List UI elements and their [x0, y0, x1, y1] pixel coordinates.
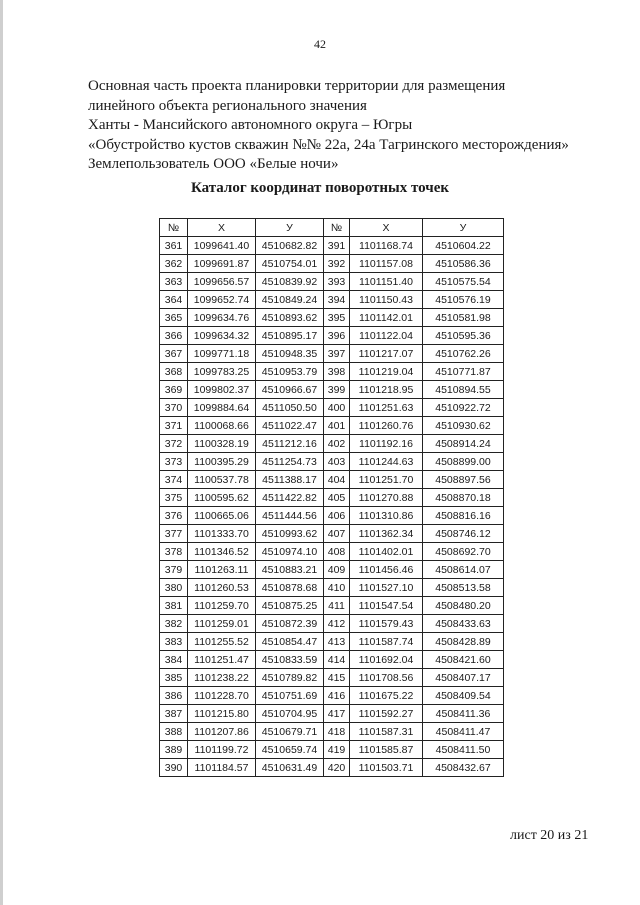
table-cell: 1101217.07 — [350, 345, 423, 363]
table-cell: 417 — [324, 705, 350, 723]
table-cell: 4508897.56 — [423, 471, 504, 489]
table-cell: 408 — [324, 543, 350, 561]
table-cell: 1101260.76 — [350, 417, 423, 435]
table-cell: 4510930.62 — [423, 417, 504, 435]
table-cell: 375 — [160, 489, 188, 507]
table-row — [160, 705, 504, 723]
table-cell: 4511050.50 — [256, 399, 324, 417]
table-cell: 1099771.18 — [188, 345, 256, 363]
column-header-x: Х — [350, 219, 423, 237]
table-cell: 373 — [160, 453, 188, 471]
table-cell: 4510575.54 — [423, 273, 504, 291]
table-row — [160, 327, 504, 345]
table-cell: 363 — [160, 273, 188, 291]
table-cell: 1101310.86 — [350, 507, 423, 525]
table-cell: 374 — [160, 471, 188, 489]
table-cell: 387 — [160, 705, 188, 723]
table-cell: 4508411.50 — [423, 741, 504, 759]
table-cell: 4508411.47 — [423, 723, 504, 741]
table-cell: 4508428.89 — [423, 633, 504, 651]
table-cell: 1099656.57 — [188, 273, 256, 291]
table-cell: 1101251.63 — [350, 399, 423, 417]
table-cell: 4508692.70 — [423, 543, 504, 561]
table-cell: 4511212.16 — [256, 435, 324, 453]
column-header-number: № — [160, 219, 188, 237]
table-cell: 4510659.74 — [256, 741, 324, 759]
header-line: «Обустройство кустов скважин №№ 22а, 24а Тагринского месторождения» — [88, 136, 569, 153]
table-cell: 1101238.22 — [188, 669, 256, 687]
table-row — [160, 687, 504, 705]
table-row — [160, 579, 504, 597]
table-cell: 4511388.17 — [256, 471, 324, 489]
table-cell: 4510872.39 — [256, 615, 324, 633]
table-cell: 364 — [160, 291, 188, 309]
table-row — [160, 741, 504, 759]
table-cell: 4510895.17 — [256, 327, 324, 345]
table-cell: 1101547.54 — [350, 597, 423, 615]
table-cell: 1101263.11 — [188, 561, 256, 579]
table-cell: 372 — [160, 435, 188, 453]
table-cell: 382 — [160, 615, 188, 633]
table-cell: 4511422.82 — [256, 489, 324, 507]
column-header-x: Х — [188, 219, 256, 237]
header-line: линейного объекта регионального значения — [88, 97, 367, 114]
table-cell: 4510581.98 — [423, 309, 504, 327]
table-cell: 1101142.01 — [350, 309, 423, 327]
table-row — [160, 507, 504, 525]
table-row — [160, 309, 504, 327]
table-cell: 4510586.36 — [423, 255, 504, 273]
table-cell: 1100537.78 — [188, 471, 256, 489]
table-cell: 1101346.52 — [188, 543, 256, 561]
table-cell: 383 — [160, 633, 188, 651]
table-cell: 4508407.17 — [423, 669, 504, 687]
table-row — [160, 651, 504, 669]
table-cell: 420 — [324, 759, 350, 777]
table-cell: 4510704.95 — [256, 705, 324, 723]
table-cell: 386 — [160, 687, 188, 705]
table-row — [160, 255, 504, 273]
table-cell: 1101151.40 — [350, 273, 423, 291]
table-row — [160, 669, 504, 687]
table-cell: 1099802.37 — [188, 381, 256, 399]
table-cell: 405 — [324, 489, 350, 507]
table-cell: 1101708.56 — [350, 669, 423, 687]
table-cell: 406 — [324, 507, 350, 525]
table-row — [160, 345, 504, 363]
table-cell: 368 — [160, 363, 188, 381]
table-row — [160, 615, 504, 633]
table-header-row — [160, 219, 504, 237]
table-cell: 4508914.24 — [423, 435, 504, 453]
table-cell: 1100068.66 — [188, 417, 256, 435]
table-cell: 1101579.43 — [350, 615, 423, 633]
table-cell: 1101207.86 — [188, 723, 256, 741]
table-cell: 1099652.74 — [188, 291, 256, 309]
table-cell: 4510966.67 — [256, 381, 324, 399]
table-row — [160, 561, 504, 579]
table-cell: 1101270.88 — [350, 489, 423, 507]
header-line: Землепользователь ООО «Белые ночи» — [88, 156, 339, 172]
table-cell: 371 — [160, 417, 188, 435]
table-cell: 401 — [324, 417, 350, 435]
table-cell: 1101362.34 — [350, 525, 423, 543]
table-cell: 376 — [160, 507, 188, 525]
scan-edge — [0, 0, 3, 905]
table-cell: 1101184.57 — [188, 759, 256, 777]
table-cell: 4508432.67 — [423, 759, 504, 777]
table-cell: 1101255.52 — [188, 633, 256, 651]
table-cell: 367 — [160, 345, 188, 363]
table-cell: 416 — [324, 687, 350, 705]
table-cell: 400 — [324, 399, 350, 417]
table-cell: 4510604.22 — [423, 237, 504, 255]
column-header-y: У — [256, 219, 324, 237]
table-cell: 1101218.95 — [350, 381, 423, 399]
table-cell: 4510854.47 — [256, 633, 324, 651]
table-cell: 370 — [160, 399, 188, 417]
table-cell: 399 — [324, 381, 350, 399]
table-cell: 1101259.70 — [188, 597, 256, 615]
table-row — [160, 597, 504, 615]
table-cell: 4510993.62 — [256, 525, 324, 543]
table-cell: 385 — [160, 669, 188, 687]
table-row — [160, 237, 504, 255]
table-row — [160, 453, 504, 471]
table-cell: 1101527.10 — [350, 579, 423, 597]
table-row — [160, 471, 504, 489]
table-cell: 4510849.24 — [256, 291, 324, 309]
table-cell: 1100328.19 — [188, 435, 256, 453]
table-cell: 377 — [160, 525, 188, 543]
table-row — [160, 489, 504, 507]
table-cell: 4508513.58 — [423, 579, 504, 597]
table-cell: 4508899.00 — [423, 453, 504, 471]
table-row — [160, 363, 504, 381]
table-cell: 1101259.01 — [188, 615, 256, 633]
table-cell: 1100665.06 — [188, 507, 256, 525]
table-cell: 402 — [324, 435, 350, 453]
table-cell: 4510762.26 — [423, 345, 504, 363]
page-number: 42 — [314, 37, 326, 51]
table-cell: 4510878.68 — [256, 579, 324, 597]
table-row — [160, 543, 504, 561]
coordinates-table — [159, 218, 504, 777]
table-cell: 1101456.46 — [350, 561, 423, 579]
table-cell: 391 — [324, 237, 350, 255]
table-cell: 4508746.12 — [423, 525, 504, 543]
table-cell: 1101192.16 — [350, 435, 423, 453]
column-header-y: У — [423, 219, 504, 237]
table-row — [160, 417, 504, 435]
table-cell: 1101157.08 — [350, 255, 423, 273]
table-cell: 4510679.71 — [256, 723, 324, 741]
table-cell: 362 — [160, 255, 188, 273]
table-cell: 4510682.82 — [256, 237, 324, 255]
table-cell: 4510754.01 — [256, 255, 324, 273]
table-cell: 413 — [324, 633, 350, 651]
table-cell: 1101199.72 — [188, 741, 256, 759]
table-row — [160, 435, 504, 453]
document-header — [88, 77, 569, 175]
table-cell: 379 — [160, 561, 188, 579]
table-cell: 4511254.73 — [256, 453, 324, 471]
table-cell: 4508411.36 — [423, 705, 504, 723]
table-cell: 1101219.04 — [350, 363, 423, 381]
table-cell: 4510922.72 — [423, 399, 504, 417]
table-row — [160, 381, 504, 399]
table-row — [160, 273, 504, 291]
table-cell: 388 — [160, 723, 188, 741]
table-cell: 361 — [160, 237, 188, 255]
table-cell: 1101150.43 — [350, 291, 423, 309]
table-cell: 410 — [324, 579, 350, 597]
table-cell: 4510789.82 — [256, 669, 324, 687]
table-cell: 1101251.47 — [188, 651, 256, 669]
table-cell: 380 — [160, 579, 188, 597]
table-cell: 1101587.31 — [350, 723, 423, 741]
table-cell: 1099691.87 — [188, 255, 256, 273]
table-cell: 1101585.87 — [350, 741, 423, 759]
table-cell: 393 — [324, 273, 350, 291]
table-row — [160, 759, 504, 777]
table-cell: 1101122.04 — [350, 327, 423, 345]
table-cell: 403 — [324, 453, 350, 471]
table-cell: 1099884.64 — [188, 399, 256, 417]
table-cell: 1101333.70 — [188, 525, 256, 543]
table-cell: 4510948.35 — [256, 345, 324, 363]
table-cell: 4510833.59 — [256, 651, 324, 669]
table-cell: 1101251.70 — [350, 471, 423, 489]
table-cell: 1099783.25 — [188, 363, 256, 381]
table-cell: 411 — [324, 597, 350, 615]
table-cell: 390 — [160, 759, 188, 777]
table-cell: 4508421.60 — [423, 651, 504, 669]
table-cell: 1099634.76 — [188, 309, 256, 327]
table-cell: 1101675.22 — [350, 687, 423, 705]
table-body — [160, 237, 504, 777]
table-row — [160, 399, 504, 417]
table-cell: 1101503.71 — [350, 759, 423, 777]
column-header-number: № — [324, 219, 350, 237]
table-cell: 415 — [324, 669, 350, 687]
table-cell: 396 — [324, 327, 350, 345]
table-cell: 414 — [324, 651, 350, 669]
table-cell: 1101592.27 — [350, 705, 423, 723]
table-cell: 1101215.80 — [188, 705, 256, 723]
table-row — [160, 633, 504, 651]
table-cell: 395 — [324, 309, 350, 327]
table-cell: 4510576.19 — [423, 291, 504, 309]
table-cell: 4510893.62 — [256, 309, 324, 327]
table-cell: 4508614.07 — [423, 561, 504, 579]
table-cell: 409 — [324, 561, 350, 579]
table-cell: 4510883.21 — [256, 561, 324, 579]
table-cell: 1099641.40 — [188, 237, 256, 255]
table-cell: 4510875.25 — [256, 597, 324, 615]
table-cell: 392 — [324, 255, 350, 273]
table-cell: 1100395.29 — [188, 453, 256, 471]
table-row — [160, 525, 504, 543]
header-line: Основная часть проекта планировки территории для размещения — [88, 78, 506, 94]
table-cell: 394 — [324, 291, 350, 309]
table-row — [160, 291, 504, 309]
table-cell: 4508480.20 — [423, 597, 504, 615]
table-cell: 407 — [324, 525, 350, 543]
table-cell: 4510595.36 — [423, 327, 504, 345]
sheet-label: лист 20 из 21 — [510, 828, 589, 843]
table-cell: 365 — [160, 309, 188, 327]
table-cell: 369 — [160, 381, 188, 399]
table-cell: 397 — [324, 345, 350, 363]
table-cell: 1101228.70 — [188, 687, 256, 705]
table-cell: 1101244.63 — [350, 453, 423, 471]
table-cell: 4511444.56 — [256, 507, 324, 525]
table-cell: 1101587.74 — [350, 633, 423, 651]
table-cell: 378 — [160, 543, 188, 561]
table-cell: 381 — [160, 597, 188, 615]
table-cell: 419 — [324, 741, 350, 759]
table-cell: 4508870.18 — [423, 489, 504, 507]
table-cell: 4510771.87 — [423, 363, 504, 381]
table-cell: 1101260.53 — [188, 579, 256, 597]
table-cell: 4510631.49 — [256, 759, 324, 777]
table-cell: 4508409.54 — [423, 687, 504, 705]
table-cell: 4511022.47 — [256, 417, 324, 435]
table-cell: 4510751.69 — [256, 687, 324, 705]
table-cell: 4508433.63 — [423, 615, 504, 633]
catalog-title: Каталог координат поворотных точек — [190, 180, 450, 196]
table-row — [160, 723, 504, 741]
table-cell: 1101692.04 — [350, 651, 423, 669]
table-cell: 404 — [324, 471, 350, 489]
table-cell: 1099634.32 — [188, 327, 256, 345]
table-cell: 4510953.79 — [256, 363, 324, 381]
table-cell: 384 — [160, 651, 188, 669]
table-cell: 398 — [324, 363, 350, 381]
table-cell: 412 — [324, 615, 350, 633]
table-cell: 1100595.62 — [188, 489, 256, 507]
table-cell: 4510894.55 — [423, 381, 504, 399]
table-cell: 366 — [160, 327, 188, 345]
table-cell: 1101402.01 — [350, 543, 423, 561]
table-cell: 389 — [160, 741, 188, 759]
table-cell: 4508816.16 — [423, 507, 504, 525]
table-cell: 4510974.10 — [256, 543, 324, 561]
table-cell: 1101168.74 — [350, 237, 423, 255]
header-line: Ханты - Мансийского автономного округа – Югры — [88, 117, 413, 133]
table-cell: 418 — [324, 723, 350, 741]
table-cell: 4510839.92 — [256, 273, 324, 291]
